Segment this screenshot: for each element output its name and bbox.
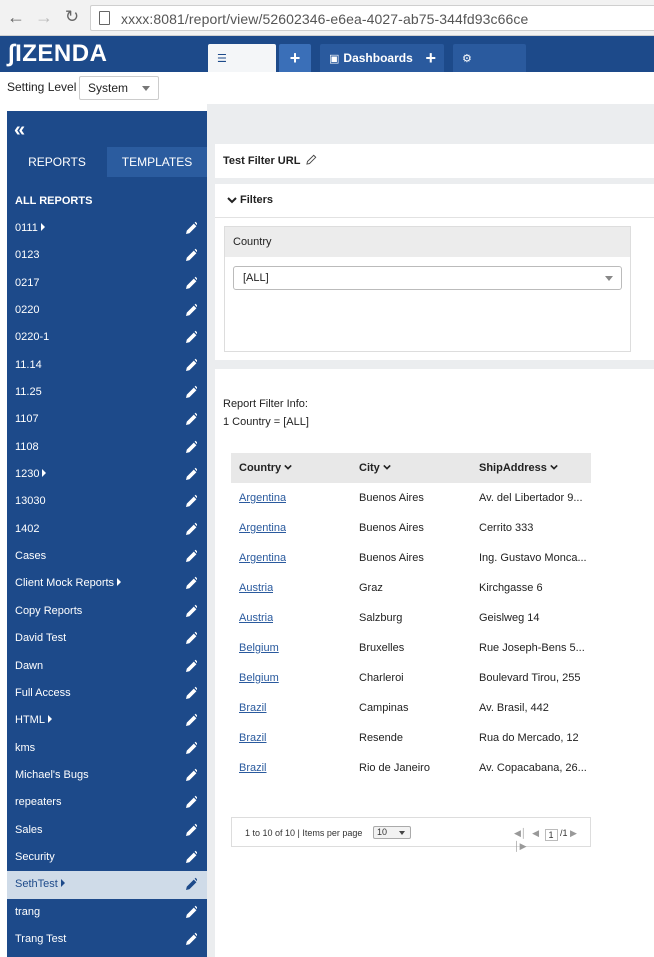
setting-level-bar xyxy=(0,72,654,104)
report-sidebar xyxy=(7,111,207,957)
first-page-icon[interactable]: ◀│ xyxy=(514,828,527,838)
sidebar-item-label: HTML xyxy=(15,714,45,727)
shipaddress-cell: Cerrito 333 xyxy=(479,522,534,534)
edit-pencil-icon[interactable] xyxy=(185,823,197,837)
report-title-bar xyxy=(215,144,654,178)
sidebar-item-label: 0217 xyxy=(15,276,40,289)
items-per-page-value: 10 xyxy=(377,827,388,837)
setting-level-select[interactable] xyxy=(79,76,159,100)
prev-page-icon[interactable]: ◀ xyxy=(532,828,539,838)
chevron-down-icon xyxy=(605,276,613,281)
country-link[interactable]: Argentina xyxy=(239,552,287,564)
caret-right-icon[interactable] xyxy=(61,879,65,887)
collapse-sidebar-icon[interactable]: « xyxy=(14,119,26,141)
sidebar-item-label: 1402 xyxy=(15,522,40,535)
country-link[interactable]: Brazil xyxy=(239,762,267,774)
sidebar-item-label: 0111 xyxy=(15,222,38,234)
edit-pencil-icon[interactable] xyxy=(185,604,197,618)
sidebar-item-client-mock-reports[interactable] xyxy=(7,570,207,597)
edit-pencil-icon[interactable] xyxy=(185,768,197,782)
caret-right-icon[interactable] xyxy=(42,469,46,477)
reports-list-icon: ☰ xyxy=(217,53,227,65)
back-arrow-icon[interactable]: ← xyxy=(7,7,25,27)
edit-pencil-icon[interactable] xyxy=(185,932,197,946)
sidebar-tabs xyxy=(7,147,207,177)
sidebar-item-label: 1108 xyxy=(15,440,39,453)
edit-pencil-icon[interactable] xyxy=(185,850,197,864)
city-cell: Buenos Aires xyxy=(359,552,424,564)
edit-pencil-icon[interactable] xyxy=(185,494,197,508)
sidebar-item-label: Client Mock Reports xyxy=(15,577,115,590)
setting-level-label: Setting Level xyxy=(7,80,77,94)
sidebar-item-1402[interactable] xyxy=(7,516,207,543)
page-icon xyxy=(99,11,110,25)
sidebar-item-label: 13030 xyxy=(15,495,46,508)
sidebar-item-dawn[interactable] xyxy=(7,653,207,680)
grid-pager xyxy=(231,817,591,851)
filters-panel xyxy=(215,184,654,360)
app-header xyxy=(0,36,654,72)
grid-body xyxy=(231,483,591,783)
column-header-shipaddress[interactable] xyxy=(479,462,558,474)
country-link[interactable]: Belgium xyxy=(239,672,279,684)
country-link[interactable]: Austria xyxy=(239,582,274,594)
edit-pencil-icon[interactable] xyxy=(185,248,197,262)
sidebar-item-0217[interactable] xyxy=(7,270,207,297)
sidebar-item-label: SethTest xyxy=(15,878,58,891)
sidebar-item-trang-test[interactable] xyxy=(7,926,207,953)
sidebar-item-0111[interactable] xyxy=(7,215,207,242)
url-text: xxxx:8081/report/view/52602346-e6ea-4027-ab75-344fd93c66ce xyxy=(121,11,529,27)
pager-summary: 1 to 10 of 10 | Items per page xyxy=(245,828,363,838)
table-row xyxy=(231,693,591,723)
sidebar-item-11-14[interactable] xyxy=(7,352,207,379)
page-total: /1 xyxy=(560,828,568,838)
table-row xyxy=(231,723,591,753)
country-link[interactable]: Brazil xyxy=(239,702,267,714)
tab-sidebar-templates[interactable]: TEMPLATES xyxy=(107,147,207,177)
shipaddress-cell: Rua do Mercado, 12 xyxy=(479,732,579,744)
edit-pencil-icon[interactable] xyxy=(185,659,197,673)
filter-info-heading: Report Filter Info: xyxy=(223,398,308,410)
city-cell: Rio de Janeiro xyxy=(359,762,430,774)
country-link[interactable]: Brazil xyxy=(239,732,267,744)
address-bar[interactable] xyxy=(90,5,654,31)
sidebar-item-label: Copy Reports xyxy=(15,604,83,617)
column-header-label: Country xyxy=(239,462,282,474)
edit-pencil-icon[interactable] xyxy=(185,877,197,891)
sidebar-item-label: kms xyxy=(15,741,36,754)
chevron-down-icon xyxy=(142,86,150,91)
sidebar-item-label: Cases xyxy=(15,550,47,563)
sidebar-item-sales[interactable] xyxy=(7,817,207,844)
filter-info-value: 1 Country = [ALL] xyxy=(223,416,309,428)
sidebar-item-label: 0220-1 xyxy=(15,331,50,344)
chevron-down-icon xyxy=(284,463,292,471)
filters-label: Filters xyxy=(240,194,274,206)
sidebar-item-label: Trang Test xyxy=(15,932,67,945)
sidebar-item-0220-1[interactable] xyxy=(7,324,207,351)
edit-pencil-icon[interactable] xyxy=(185,412,197,426)
sidebar-item-0220[interactable] xyxy=(7,297,207,324)
new-report-button[interactable]: + xyxy=(279,44,311,72)
sidebar-item-david-test[interactable] xyxy=(7,625,207,652)
country-filter-value: [ALL] xyxy=(243,272,269,284)
shipaddress-cell: Boulevard Tirou, 255 xyxy=(479,672,581,684)
shipaddress-cell: Geislweg 14 xyxy=(479,612,540,624)
column-header-city[interactable] xyxy=(359,462,391,474)
sidebar-item-label: repeaters xyxy=(15,796,62,809)
edit-pencil-icon[interactable] xyxy=(185,741,197,755)
sidebar-item-label: 11.14 xyxy=(15,358,42,371)
forward-arrow-icon[interactable]: → xyxy=(35,7,53,27)
edit-pencil-icon[interactable] xyxy=(185,303,197,317)
table-row xyxy=(231,633,591,663)
next-page-icon[interactable]: ▶ xyxy=(570,828,577,838)
sidebar-item-13030[interactable] xyxy=(7,488,207,515)
sidebar-item-1230[interactable] xyxy=(7,461,207,488)
edit-pencil-icon[interactable] xyxy=(185,522,197,536)
sidebar-item-cases[interactable] xyxy=(7,543,207,570)
tab-dashboards[interactable] xyxy=(320,44,444,72)
shipaddress-cell: Av. Copacabana, 26... xyxy=(479,762,587,774)
table-row xyxy=(231,513,591,543)
edit-pencil-icon[interactable] xyxy=(185,686,197,700)
tab-settings[interactable] xyxy=(453,44,526,72)
chevron-down-icon xyxy=(383,463,391,471)
edit-pencil-icon[interactable] xyxy=(185,276,197,290)
page-number-input[interactable]: 1 xyxy=(545,829,558,841)
sidebar-item-label: 1230 xyxy=(15,468,40,481)
caret-right-icon[interactable] xyxy=(48,715,52,723)
edit-pencil-icon[interactable] xyxy=(185,467,197,481)
edit-pencil-icon[interactable] xyxy=(185,549,197,563)
last-page-icon[interactable]: │▶ xyxy=(514,841,527,851)
sidebar-item-sethtest[interactable] xyxy=(7,871,207,898)
sidebar-item-copy-reports[interactable] xyxy=(7,598,207,625)
city-cell: Campinas xyxy=(359,702,409,714)
chevron-down-icon xyxy=(399,831,405,835)
reload-icon[interactable]: ↻ xyxy=(64,7,80,26)
shipaddress-cell: Av. del Libertador 9... xyxy=(479,492,583,504)
report-category-list xyxy=(7,215,207,953)
country-link[interactable]: Austria xyxy=(239,612,274,624)
edit-pencil-icon[interactable] xyxy=(185,221,197,235)
tab-sidebar-reports[interactable]: REPORTS xyxy=(7,147,107,177)
sidebar-item-michael-s-bugs[interactable] xyxy=(7,762,207,789)
city-cell: Graz xyxy=(359,582,383,594)
table-row xyxy=(231,753,591,783)
sidebar-item-label: 0220 xyxy=(15,304,40,317)
country-link[interactable]: Argentina xyxy=(239,522,287,534)
report-title xyxy=(223,154,317,167)
grid-header xyxy=(231,453,591,483)
report-title-text: Test Filter URL xyxy=(223,155,301,167)
caret-right-icon[interactable] xyxy=(41,223,45,231)
filters-toggle[interactable] xyxy=(215,184,654,218)
country-link[interactable]: Argentina xyxy=(239,492,287,504)
city-cell: Bruxelles xyxy=(359,642,405,654)
edit-pencil-icon[interactable] xyxy=(185,440,197,454)
sidebar-item-label: 0123 xyxy=(15,249,40,262)
column-header-country[interactable] xyxy=(239,462,292,474)
sidebar-item-0123[interactable] xyxy=(7,242,207,269)
new-dashboard-button[interactable]: + xyxy=(425,48,436,68)
column-header-label: City xyxy=(359,462,380,474)
sidebar-item-1107[interactable] xyxy=(7,406,207,433)
table-row xyxy=(231,483,591,513)
sidebar-item-1108[interactable] xyxy=(7,434,207,461)
column-header-label: ShipAddress xyxy=(479,462,547,474)
sidebar-item-trang[interactable] xyxy=(7,899,207,926)
edit-pencil-icon[interactable] xyxy=(185,330,197,344)
edit-pencil-icon[interactable] xyxy=(185,631,197,645)
sidebar-item-label: 1107 xyxy=(15,413,39,426)
report-results xyxy=(215,369,654,957)
sidebar-item-full-access[interactable] xyxy=(7,680,207,707)
city-cell: Resende xyxy=(359,732,404,744)
izenda-logo xyxy=(8,40,107,68)
sidebar-item-label: David Test xyxy=(15,632,67,645)
edit-pencil-icon[interactable] xyxy=(185,358,197,372)
table-row xyxy=(231,663,591,693)
shipaddress-cell: Av. Brasil, 442 xyxy=(479,702,549,714)
edit-title-pencil-icon[interactable] xyxy=(306,154,317,165)
items-per-page-select[interactable] xyxy=(373,826,411,839)
shipaddress-cell: Ing. Gustavo Monca... xyxy=(479,552,587,564)
country-filter xyxy=(224,226,631,352)
browser-toolbar xyxy=(0,0,654,36)
report-filter-info xyxy=(223,395,309,431)
sidebar-item-kms[interactable] xyxy=(7,735,207,762)
caret-right-icon[interactable] xyxy=(117,578,121,586)
sidebar-item-label: Dawn xyxy=(15,659,44,672)
sidebar-item-label: Security xyxy=(15,850,55,863)
country-link[interactable]: Belgium xyxy=(239,642,279,654)
country-filter-select[interactable] xyxy=(233,266,622,290)
chevron-down-icon xyxy=(550,463,558,471)
shipaddress-cell: Kirchgasse 6 xyxy=(479,582,543,594)
chevron-down-icon xyxy=(227,195,237,205)
sidebar-item-11-25[interactable] xyxy=(7,379,207,406)
city-cell: Buenos Aires xyxy=(359,522,424,534)
tab-reports[interactable] xyxy=(208,44,276,72)
city-cell: Salzburg xyxy=(359,612,403,624)
sidebar-item-security[interactable] xyxy=(7,844,207,871)
edit-pencil-icon[interactable] xyxy=(185,385,197,399)
city-cell: Charleroi xyxy=(359,672,404,684)
edit-pencil-icon[interactable] xyxy=(185,713,197,727)
edit-pencil-icon[interactable] xyxy=(185,795,197,809)
all-reports-link[interactable]: ALL REPORTS xyxy=(15,195,93,207)
sidebar-item-label: Michael's Bugs xyxy=(15,768,89,781)
sidebar-item-html[interactable] xyxy=(7,707,207,734)
table-row xyxy=(231,603,591,633)
edit-pencil-icon[interactable] xyxy=(185,576,197,590)
gear-icon: ⚙ xyxy=(462,53,472,65)
table-row xyxy=(231,573,591,603)
sidebar-item-label: trang xyxy=(15,905,41,918)
logo-text: IZENDA xyxy=(15,40,108,67)
sidebar-item-label: Sales xyxy=(15,823,43,836)
tab-dashboards-label: Dashboards xyxy=(343,51,413,65)
sidebar-item-label: Full Access xyxy=(15,686,71,699)
sidebar-item-repeaters[interactable] xyxy=(7,789,207,816)
pager-navigation xyxy=(514,828,590,852)
city-cell: Buenos Aires xyxy=(359,492,424,504)
setting-level-value: System xyxy=(88,81,129,95)
sidebar-item-label: 11.25 xyxy=(15,386,42,399)
table-row xyxy=(231,543,591,573)
report-viewer xyxy=(207,104,654,957)
country-filter-label: Country xyxy=(225,227,630,257)
logo-mark-icon: ∫ xyxy=(8,40,16,67)
monitor-icon: ▣ xyxy=(329,53,340,65)
shipaddress-cell: Rue Joseph-Bens 5... xyxy=(479,642,585,654)
edit-pencil-icon[interactable] xyxy=(185,905,197,919)
